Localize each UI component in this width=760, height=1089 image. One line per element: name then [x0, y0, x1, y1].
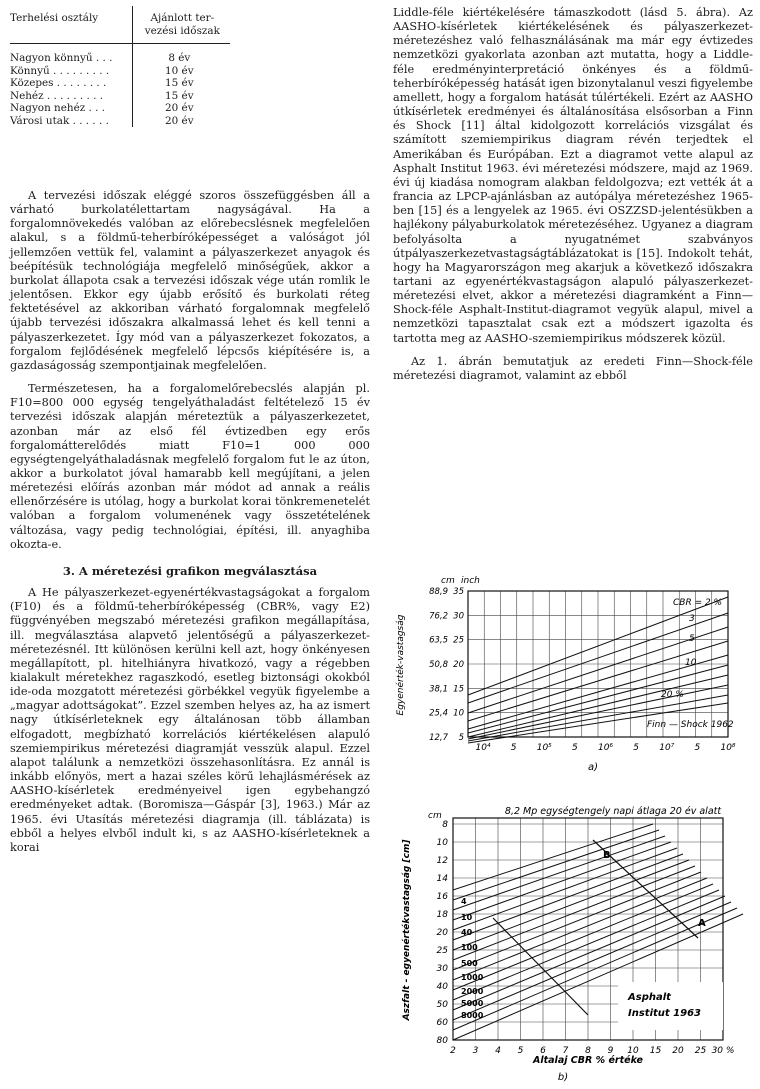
y-axis-label: Aszfalt - egyenértékvastagság [cm] — [402, 839, 412, 1021]
x-tick: 3 — [472, 1046, 479, 1056]
line-label: 4 — [461, 897, 467, 906]
table-cell-period: 15 év — [132, 90, 230, 103]
x-tick: 8 — [585, 1046, 591, 1056]
unit-cm-label: cm — [428, 811, 442, 821]
unit-cm-label: cm — [441, 576, 455, 586]
x-tick: 4 — [495, 1046, 501, 1056]
figure-caption: a) — [587, 762, 599, 773]
table-cell-period: 20 év — [132, 102, 230, 115]
x-tick: 10⁷ — [659, 743, 675, 753]
left-column — [10, 6, 370, 864]
line-label: 1000 — [461, 973, 484, 982]
table-cell-class: Nehéz . . . . . . . . . — [10, 89, 104, 102]
design-line — [453, 854, 683, 940]
paragraph-1: A tervezési időszak eléggé szoros összefüggésben áll a várható burkolatélettartam nagyságával. Ha a forgalomnövekedés valóban az előrebecslésnek megfelelően alakul, s a földmű-teherbíróképességet a valóságot jól jellemzően vettük fel, valamint a pályaszerkezet anyagok és beépítésük technológiája megfelelő minőségűek, akkor a burkolat állapota csak a tervezési időszak vége után romlik le jelentősen. Ekkor egy újabb erősítő és burkolati réteg fektetésével az akkoriban várható forgalomnak megfelelő újabb tervezési időszakra alkalmassá lehet és kell tenni a pályaszerkezetet. Így mód van a pályaszerkezet fokozatos, a forgalom fejlődésének megfelelő lépcsős kiépítésére is, a gazdaságosság szempontjainak megfelelően. — [10, 189, 370, 372]
line-label: 2000 — [461, 987, 484, 996]
y-tick: 18 — [436, 910, 448, 920]
cm-tick: 12,7 — [429, 733, 448, 743]
y-tick: 50 — [436, 1000, 448, 1010]
x-tick: 10⁵ — [536, 743, 552, 753]
section-heading: 3. A méretezési grafikon megválasztása — [62, 563, 318, 578]
table-row — [10, 115, 230, 128]
y-tick: 40 — [436, 982, 448, 992]
point-letter: A — [698, 918, 706, 929]
y-tick: 10 — [436, 838, 448, 848]
right-column — [393, 6, 753, 392]
cm-tick: 50,8 — [429, 660, 448, 670]
line-label: 8000 — [461, 1011, 484, 1020]
x-tick: 10⁶ — [597, 743, 614, 753]
line-label: 40 — [461, 928, 473, 937]
table-cell-period: 15 év — [132, 77, 230, 90]
paragraph-5: Az 1. ábrán bemutatjuk az eredeti Finn—Shock-féle méretezési diagramot, valamint az ebből — [393, 354, 753, 382]
y-tick: 80 — [436, 1036, 448, 1046]
figure-title: 8,2 Mp egységtengely napi átlaga 20 év alatt — [504, 806, 722, 817]
table-cell-class: Közepes . . . . . . . . — [10, 77, 107, 89]
cm-tick: 76,2 — [429, 611, 448, 622]
x-tick: 6 — [540, 1046, 546, 1056]
cm-tick: 38,1 — [429, 684, 448, 695]
paragraph-3: A He pályaszerkezet-egyenértékvastagságokat a forgalom (F10) és a földmű-teherbíróképesség (CBR%, vagy E2) függvényében megszabó méretezési grafikon megállapítása, ill. megválasztása alapvető jelentőségű a pályaszerkezet-méretezésnél. Itt különösen kerülni kell azt, hogy önkényesen megállapított, pl. hitelhiányra hivatkozó, vagy a régebben kialakult méretekhez ragaszkodó, esetleg biztonsági okokból ide-oda mozgatott méretezési görbékkel vegyük figyelembe a „magyar adottságokat”. Ezzel szemben helyes az, ha az ismert nagy útkísérleteknek egy általánosan több államban elfogadott, megbízható korrelációs kiértékelésen alapuló szemiempirikus méretezési diagramját vesszük alapul. Ezzel alapot találunk a nemzetközi összehasonlításra. Ez annál is inkább előnyös, mert a hazai széles körű lehajlásmérések az AASHO-kísérletek eredményeivel igen egybehangzó eredményeket adtak. (Boromisza—Gáspár [3], 1963.) Már az 1965. évi Utasítás méretezési diagramja (ill. táblázata) is ebből a helyes elvből indult ki, s az AASHO-kísérleteknek a korai — [10, 586, 370, 854]
boundary-line-b — [493, 918, 588, 1015]
table-row — [10, 102, 230, 115]
x-tick: 5 — [633, 743, 639, 753]
inch-tick: 35 — [453, 587, 464, 597]
y-tick: 60 — [436, 1018, 448, 1028]
table-cell-class: Nagyon nehéz . . . — [10, 102, 106, 114]
x-tick: 7 — [562, 1046, 569, 1056]
design-line — [453, 860, 689, 950]
y-tick: 25 — [436, 946, 448, 956]
table-cell-class: Városi utak . . . . . . — [10, 114, 109, 127]
x-tick: 20 — [672, 1046, 684, 1056]
design-period-table — [10, 6, 230, 127]
table-cell-class: Könnyű . . . . . . . . . — [10, 64, 110, 77]
table-row — [10, 77, 230, 90]
x-tick: 15 — [649, 1046, 662, 1056]
table-header-period: Ajánlott ter- vezési időszak — [132, 6, 230, 44]
x-tick: 10 — [627, 1046, 639, 1056]
legend-text: Asphalt — [628, 992, 671, 1003]
inch-tick: 20 — [453, 660, 464, 670]
table-header-class: Terhelési osztály — [10, 6, 132, 44]
x-tick: 5 — [510, 743, 517, 753]
inch-tick: 25 — [453, 635, 464, 646]
legend-box — [618, 982, 723, 1030]
figure-a — [393, 565, 753, 780]
table-cell-period: 20 év — [132, 115, 230, 128]
paragraph-4: Liddle-féle kiértékelésére támaszkodott (lásd 5. ábra). Az AASHO-kísérletek kiértékelésének és pályaszerkezet-méretezéshez való felhasználásának ma már egy évtizedes nemzetközi gyakorlata azonban azt mutatta, hogy a Liddle-féle eredményinterpretáció önkényes és a földmű-teherbíróképesség hatását igen bizonytalanul veszi figyelembe amellett, hogy a forgalom hatását túlértékeli. Ezért az AASHO útkísérletek eredményei és általánosítása elsősorban a Finn és Shock [11] által kidolgozott korrelációs vizsgálat és számított szemiempirikus diagram révén terjedtek el Amerikában és Európában. Ezt a diagramot vette alapul az Asphalt Institut 1963. évi méretezési módszere, majd az 1969. évi új kiadása nomogram alakban feldolgozva; ezt vették át a francia az LPCP-ajánlásban az autópálya méretezéshez 1965-ben [15] és a lengyelek az 1965. évi OSZZSD-jelentésükben a hajlékony pályaburkolatok méretezéséhez. Ugyanez a diagram befolyásolta a nyugatnémet szabványos útpályaszerkezetvastagságtáblázatokat is [15]. Indokolt tehát, hogy ha Magyarországon meg akarjuk a következő időszakra tartani az egyenértékvastagságon alapuló pályaszerkezet-méretezési elvet, akkor a méretezési diagramként a Finn—Shock-féle Asphalt-Institut-diagramot vegyük alapul, mivel a nemzetközi tapasztalat csak ezt a módszert igazolta és tartotta meg az AASHO-szemiempirikus módszerek közül. — [393, 6, 753, 345]
table-cell-class: Nagyon könnyű . . . — [10, 52, 113, 64]
point-letter: B — [603, 850, 611, 861]
y-tick: 16 — [436, 892, 448, 902]
x-tick: 5 — [694, 743, 701, 753]
design-line — [453, 872, 701, 970]
design-line — [453, 830, 659, 900]
design-line — [453, 866, 695, 960]
y-tick: 30 — [436, 964, 448, 974]
legend-text: Institut 1963 — [628, 1008, 701, 1019]
line-label: 10 — [461, 913, 473, 922]
y-tick: 20 — [436, 928, 448, 938]
cbr-label: 3 — [689, 614, 695, 624]
finn-shock-chart — [393, 565, 753, 780]
x-tick: 5 — [517, 1046, 524, 1056]
x-tick: 10⁴ — [475, 743, 491, 753]
design-line — [453, 824, 653, 890]
y-tick: 8 — [442, 820, 448, 830]
y-axis-label: Egyenérték-vastagság — [396, 614, 406, 716]
y-tick: 14 — [436, 874, 448, 884]
line-label: 500 — [461, 959, 478, 968]
cbr-label: 10 — [685, 658, 697, 668]
unit-inch-label: inch — [461, 576, 480, 586]
table-cell-period: 8 év — [132, 52, 230, 65]
x-axis-label: Altalaj CBR % értéke — [533, 1055, 643, 1066]
table-row — [10, 52, 230, 65]
cbr-label: 5 — [689, 634, 695, 644]
cm-tick: 25,4 — [429, 708, 448, 719]
y-tick: 12 — [436, 856, 448, 866]
figure-caption: b) — [557, 1072, 569, 1083]
cbr-label: CBR = 2 % — [673, 598, 723, 608]
asphalt-institut-chart — [393, 800, 753, 1085]
design-line — [453, 878, 707, 980]
x-tick: 5 — [572, 743, 578, 753]
line-label: 5000 — [461, 999, 484, 1008]
paragraph-2: Természetesen, ha a forgalomelőrebecslés alapján pl. F10=800 000 egység tengelyáthaladást feltételező 15 év tervezési időszak alapján méreteztük a pályaszerkezetet, azonban már az első fél évtizedben egy erős forgalomátterelődés miatt F10=1 000 000 egységtengelyáthaladásnak megfelelő forgalom fut le az úton, akkor a burkolatot jóval hamarabb kell megújítani, a jelen méretezési előírás azonban már módot ad annak a reális ellenőrzésére is utólag, hogy a burkolat korai tönkremenetelét valóban a forgalom volumenének vagy összetételének változása, vagy pedig technológiai, építési, ill. anyaghiba okozta-e. — [10, 382, 370, 551]
x-tick: 9 — [607, 1046, 614, 1056]
inch-tick: 30 — [453, 611, 464, 622]
cm-tick: 88,9 — [429, 587, 448, 597]
table-cell-period: 10 év — [132, 65, 230, 78]
x-tick: 30 % — [711, 1046, 735, 1056]
inch-tick: 5 — [458, 733, 464, 743]
inch-tick: 10 — [453, 708, 464, 719]
figure-b — [393, 800, 753, 1085]
x-tick: 2 — [450, 1046, 456, 1056]
inch-tick: 15 — [453, 684, 464, 695]
x-tick: 10⁸ — [720, 743, 736, 753]
table-row — [10, 90, 230, 103]
cbr-label: 20 % — [661, 690, 684, 700]
table-row — [10, 65, 230, 78]
cm-tick: 63,5 — [429, 635, 448, 646]
line-label: 100 — [461, 943, 478, 952]
x-tick: 25 — [694, 1046, 707, 1056]
legend-text: Finn — Shock 1962 — [647, 720, 734, 730]
